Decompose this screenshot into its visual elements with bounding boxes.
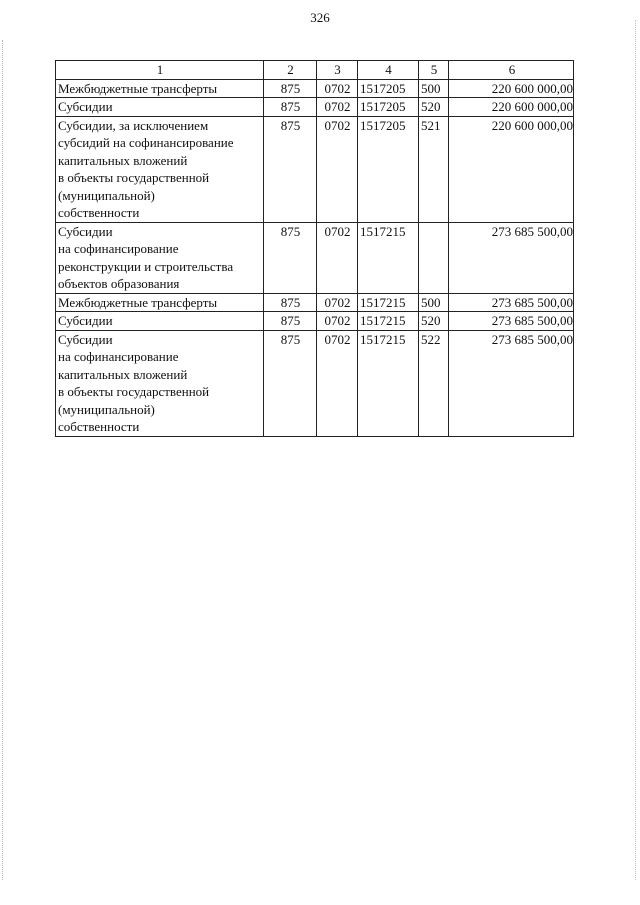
row-section-cell: 0702: [317, 330, 358, 436]
row-name-cell: Субсидии на софинансирование реконструкции и строительства объектов образования: [56, 222, 264, 293]
row-amount-cell: 273 685 500,00: [449, 222, 574, 293]
row-code-cell: 875: [264, 222, 317, 293]
row-amount-cell: 273 685 500,00: [449, 293, 574, 312]
row-type-cell: 500: [419, 79, 449, 98]
row-code-cell: 875: [264, 312, 317, 331]
row-code-cell: 875: [264, 98, 317, 117]
row-code-cell: 875: [264, 116, 317, 222]
row-code-cell: 875: [264, 330, 317, 436]
row-type-cell: 522: [419, 330, 449, 436]
budget-table: [55, 60, 574, 437]
column-header: 4: [358, 61, 419, 80]
row-type-cell: [419, 222, 449, 293]
scan-edge-left: [2, 40, 3, 880]
row-target-cell: 1517205: [358, 79, 419, 98]
table-row: [56, 116, 574, 222]
row-code-cell: 875: [264, 293, 317, 312]
column-header: 3: [317, 61, 358, 80]
table-body: [56, 79, 574, 436]
row-target-cell: 1517205: [358, 116, 419, 222]
row-name-cell: Межбюджетные трансферты: [56, 79, 264, 98]
row-target-cell: 1517215: [358, 293, 419, 312]
row-name-cell: Субсидии: [56, 98, 264, 117]
row-name-cell: Субсидии: [56, 312, 264, 331]
row-target-cell: 1517205: [358, 98, 419, 117]
column-header: 2: [264, 61, 317, 80]
column-header: 5: [419, 61, 449, 80]
row-amount-cell: 220 600 000,00: [449, 116, 574, 222]
row-amount-cell: 220 600 000,00: [449, 98, 574, 117]
table-row: [56, 98, 574, 117]
table-row: [56, 312, 574, 331]
row-type-cell: 520: [419, 312, 449, 331]
row-target-cell: 1517215: [358, 312, 419, 331]
row-amount-cell: 273 685 500,00: [449, 312, 574, 331]
row-name-cell: Субсидии, за исключением субсидий на софинансирование капитальных вложений в объекты государственной (муниципальной) собственности: [56, 116, 264, 222]
table-row: [56, 293, 574, 312]
table-row: [56, 330, 574, 436]
row-name-cell: Межбюджетные трансферты: [56, 293, 264, 312]
row-target-cell: 1517215: [358, 222, 419, 293]
row-section-cell: 0702: [317, 79, 358, 98]
table-header-row: [56, 61, 574, 80]
row-section-cell: 0702: [317, 312, 358, 331]
row-section-cell: 0702: [317, 98, 358, 117]
row-amount-cell: 273 685 500,00: [449, 330, 574, 436]
row-section-cell: 0702: [317, 222, 358, 293]
page-number: 326: [310, 10, 330, 25]
row-code-cell: 875: [264, 79, 317, 98]
table-row: [56, 79, 574, 98]
row-type-cell: 500: [419, 293, 449, 312]
row-amount-cell: 220 600 000,00: [449, 79, 574, 98]
scan-edge-right: [635, 20, 636, 880]
column-header: 6: [449, 61, 574, 80]
row-name-cell: Субсидии на софинансирование капитальных вложений в объекты государственной (муниципальной) собственности: [56, 330, 264, 436]
row-target-cell: 1517215: [358, 330, 419, 436]
table-row: [56, 222, 574, 293]
row-section-cell: 0702: [317, 116, 358, 222]
column-header: 1: [56, 61, 264, 80]
row-section-cell: 0702: [317, 293, 358, 312]
row-type-cell: 521: [419, 116, 449, 222]
row-type-cell: 520: [419, 98, 449, 117]
